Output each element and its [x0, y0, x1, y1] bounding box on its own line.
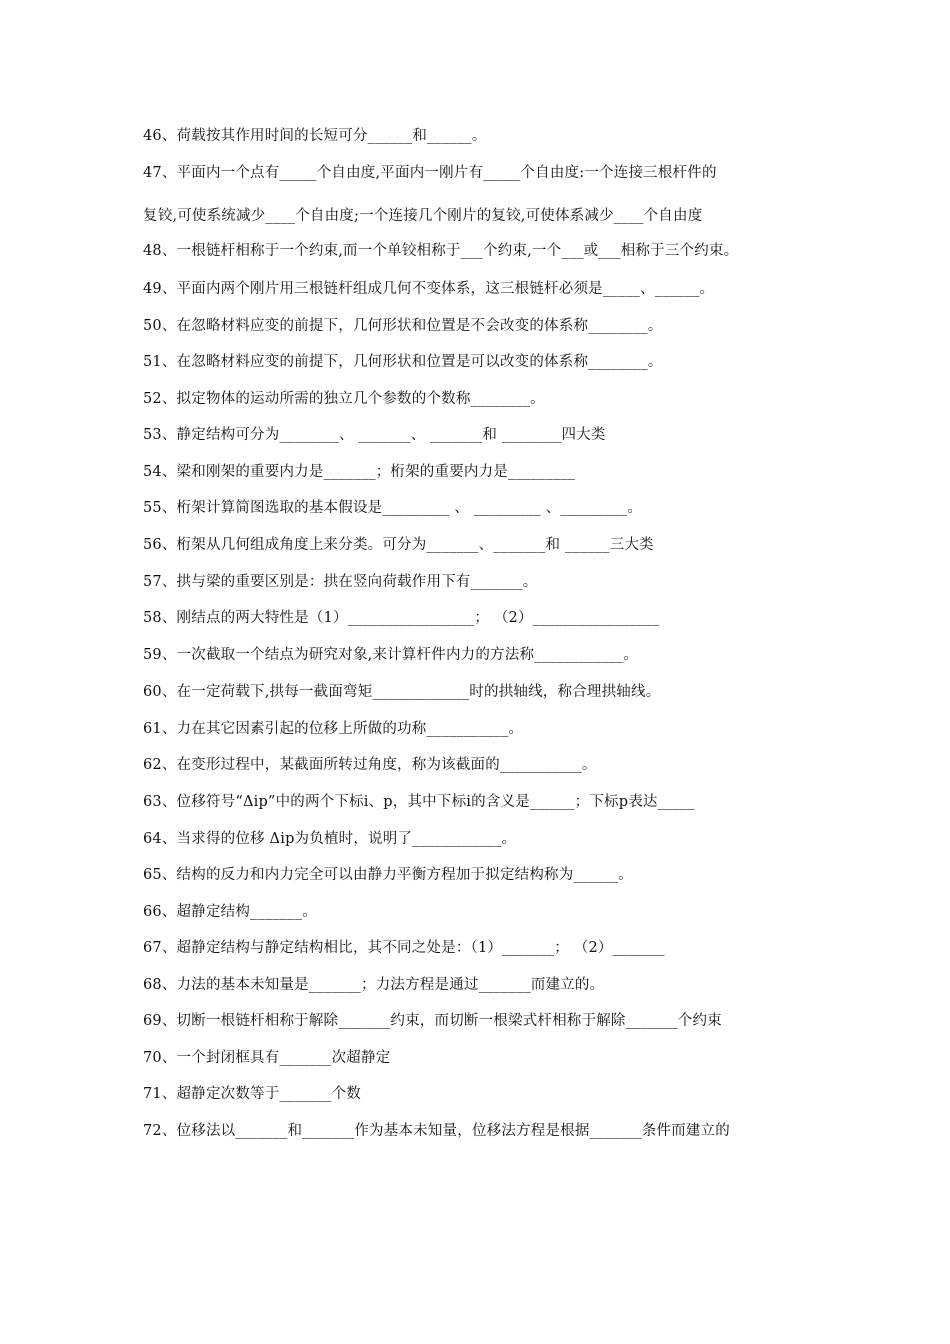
question-62: 62、在变形过程中，某截面所转过角度，称为该截面的___________。 [143, 757, 597, 773]
question-67: 67、超静定结构与静定结构相比，其不同之处是：（1）_______； （2）_______ [143, 940, 665, 956]
question-52: 52、拟定物体的运动所需的独立几个参数的个数称________。 [143, 391, 545, 407]
question-46: 46、荷载按其作用时间的长短可分______和______。 [143, 128, 487, 144]
question-51: 51、在忽略材料应变的前提下，几何形状和位置是可以改变的体系称________。 [143, 354, 663, 370]
question-59: 59、一次截取一个结点为研究对象,来计算杆件内力的方法称____________。 [143, 647, 639, 663]
question-49: 49、平面内两个刚片用三根链杆组成几何不变体系，这三根链杆必须是_____、______。 [143, 281, 715, 297]
question-47-cont: 复铰,可使系统减少____个自由度;一个连接几个刚片的复铰,可使体系减少____个自由度 [143, 208, 703, 224]
question-53: 53、静定结构可分为________、 _______、 _______和 ________四大类 [143, 427, 606, 443]
question-69: 69、切断一根链杆相称于解除_______约束，而切断一根梁式杆相称于解除_______个约束 [143, 1013, 722, 1029]
question-66: 66、超静定结构_______。 [143, 904, 317, 920]
question-72: 72、位移法以_______和_______作为基本未知量，位移法方程是根据_______条件而建立的 [143, 1123, 730, 1139]
question-56: 56、桁架从几何组成角度上来分类。可分为_______、_______和 ______三大类 [143, 537, 654, 553]
question-50: 50、在忽略材料应变的前提下，几何形状和位置是不会改变的体系称________。 [143, 318, 663, 334]
question-63: 63、位移符号“Δip”中的两个下标i、p，其中下标i的含义是______；下标p表达_____ [143, 794, 695, 810]
question-57: 57、拱与梁的重要区别是：拱在竖向荷载作用下有_______。 [143, 574, 538, 590]
question-61: 61、力在其它因素引起的位移上所做的功称___________。 [143, 721, 524, 737]
question-60: 60、在一定荷载下,拱每一截面弯矩_____________时的拱轴线，称合理拱轴线。 [143, 684, 661, 700]
question-64: 64、当求得的位移 Δip为负植时，说明了____________。 [143, 831, 517, 847]
question-48: 48、一根链杆相称于一个约束,而一个单铰相称于___个约束,一个___或___相称于三个约束。 [143, 243, 739, 259]
question-65: 65、结构的反力和内力完全可以由静力平衡方程加于拟定结构称为______。 [143, 867, 633, 883]
question-55: 55、桁架计算简图选取的基本假设是_________ 、 _________ 、_________。 [143, 500, 643, 516]
question-58: 58、刚结点的两大特性是（1）_________________； （2）_________________ [143, 610, 660, 626]
question-68: 68、力法的基本未知量是_______；力法方程是通过_______而建立的。 [143, 977, 605, 993]
question-47: 47、平面内一个点有_____个自由度,平面内一刚片有_____个自由度:一个连接三根杆件的 [143, 165, 717, 181]
question-71: 71、超静定次数等于_______个数 [143, 1086, 361, 1102]
question-70: 70、一个封闭框具有_______次超静定 [143, 1050, 391, 1066]
question-54: 54、梁和刚架的重要内力是_______；桁架的重要内力是_________ [143, 464, 576, 480]
